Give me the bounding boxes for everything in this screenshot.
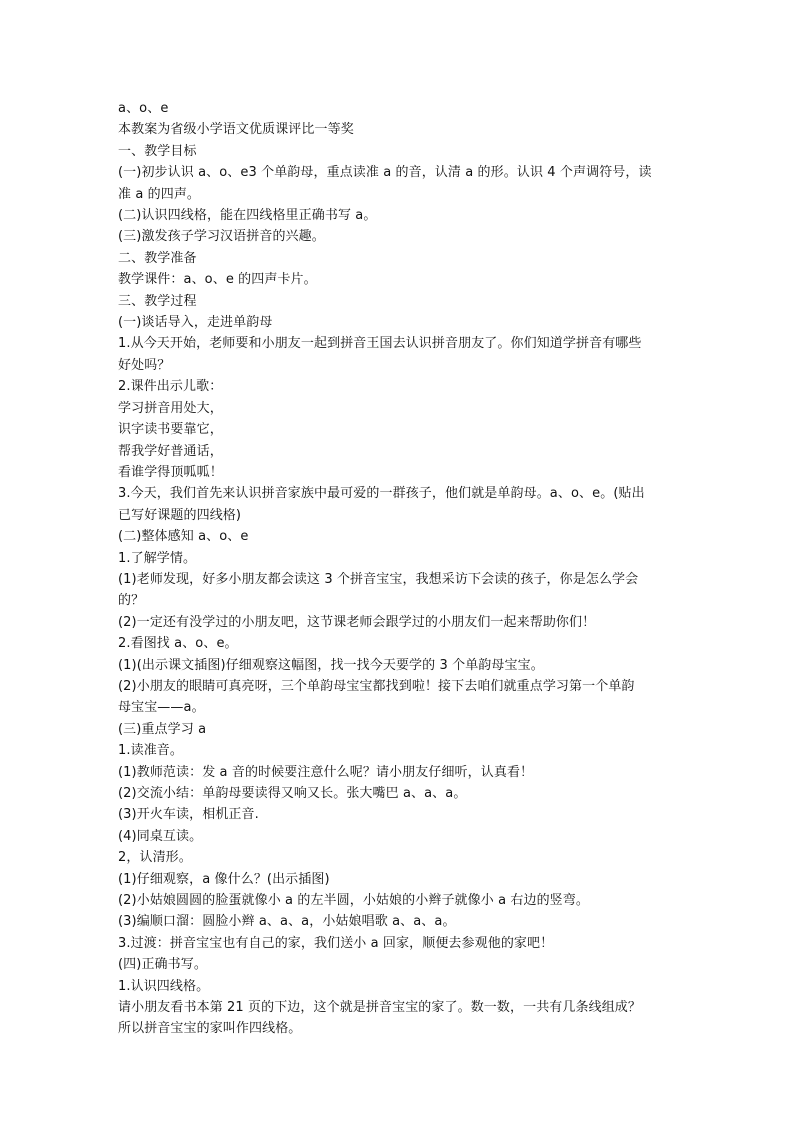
- text-line: 3.今天，我们首先来认识拼音家族中最可爱的一群孩子，他们就是单韵母。a、o、e。(贴出: [118, 486, 645, 502]
- poem-line: 识字读书要靠它，: [118, 422, 223, 438]
- text-line: 3.过渡：拼音宝宝也有自己的家，我们送小 a 回家，顺便去参观他的家吧！: [118, 935, 554, 951]
- text-line: 2.课件出示儿歌：: [118, 379, 223, 395]
- section-heading-process: 三、教学过程: [118, 293, 197, 309]
- text-line: (二)认识四线格，能在四线格里正确书写 a。: [118, 208, 377, 224]
- text-line: 1.读准音。: [118, 743, 184, 759]
- text-line: (4)同桌互读。: [118, 828, 203, 844]
- text-line: 2，认清形。: [118, 850, 192, 866]
- text-line: (2)小姑娘圆圆的脸蛋就像小 a 的左半圆，小姑娘的小辫子就像小 a 右边的竖弯。: [118, 893, 589, 909]
- subsection-heading: (三)重点学习 a: [118, 721, 207, 737]
- poem-line: 帮我学好普通话，: [118, 443, 223, 459]
- award-note: 本教案为省级小学语文优质课评比一等奖: [118, 122, 354, 138]
- section-heading-goals: 一、教学目标: [118, 143, 197, 159]
- text-line: (1)仔细观察，a 像什么？(出示插图): [118, 871, 330, 887]
- text-line: 的？: [118, 593, 145, 609]
- text-line: (1)(出示课文插图)仔细观察这幅图，找一找今天要学的 3 个单韵母宝宝。: [118, 657, 544, 673]
- text-line: 好处吗？: [118, 357, 171, 373]
- text-line: (1)老师发现，好多小朋友都会读这 3 个拼音宝宝，我想采访下会读的孩子，你是怎么学会: [118, 571, 639, 587]
- subsection-heading: (四)正确书写。: [118, 957, 207, 973]
- text-line: (3)编顺口溜：圆脸小辫 a、a、a，小姑娘唱歌 a、a、a。: [118, 914, 456, 930]
- text-line: (一)初步认识 a、o、e3 个单韵母，重点读准 a 的音，认清 a 的形。认识 4 个声调符号，读: [118, 165, 652, 181]
- text-line: 母宝宝——a。: [118, 700, 205, 716]
- text-line: 1.了解学情。: [118, 550, 197, 566]
- poem-line: 学习拼音用处大，: [118, 400, 223, 416]
- text-line: (2)一定还有没学过的小朋友吧，这节课老师会跟学过的小朋友们一起来帮助你们！: [118, 614, 596, 630]
- text-line: 教学课件：a、o、e 的四声卡片。: [118, 272, 317, 288]
- text-line: 请小朋友看书本第 21 页的下边，这个就是拼音宝宝的家了。数一数，一共有几条线组成？: [118, 1000, 642, 1016]
- doc-title: a、o、e: [118, 101, 169, 116]
- text-line: 1.认识四线格。: [118, 978, 210, 994]
- text-line: (1)教师范读：发 a 音的时候要注意什么呢？请小朋友仔细听，认真看！: [118, 764, 534, 780]
- text-line: (三)激发孩子学习汉语拼音的兴趣。: [118, 229, 325, 245]
- text-line: 2.看图找 a、o、e。: [118, 636, 238, 652]
- document-page: [118, 98, 688, 1040]
- subsection-heading: (一)谈话导入，走进单韵母: [118, 315, 273, 331]
- text-line: 1.从今天开始，老师要和小朋友一起到拼音王国去认识拼音朋友了。你们知道学拼音有哪些: [118, 336, 642, 352]
- text-line: (2)交流小结：单韵母要读得又响又长。张大嘴巴 a、a、a。: [118, 786, 467, 801]
- section-heading-preparation: 二、教学准备: [118, 250, 197, 266]
- text-line: (3)开火车读，相机正音.: [118, 807, 259, 823]
- text-line: 所以拼音宝宝的家叫作四线格。: [118, 1021, 302, 1037]
- text-line: 已写好课题的四线格): [118, 507, 242, 523]
- subsection-heading: (二)整体感知 a、o、e: [118, 529, 249, 545]
- text-line: (2)小朋友的眼睛可真亮呀，三个单韵母宝宝都找到啦！接下去咱们就重点学习第一个单韵: [118, 678, 635, 694]
- text-line: 准 a 的四声。: [118, 186, 201, 202]
- poem-line: 看谁学得顶呱呱！: [118, 464, 223, 480]
